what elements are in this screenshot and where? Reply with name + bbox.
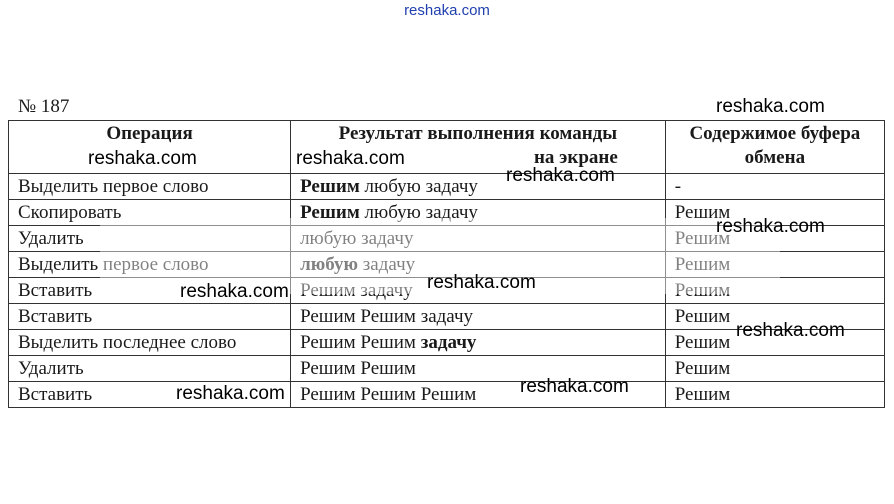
- watermark: reshaka.com: [176, 383, 285, 404]
- cell-operation: Скопировать: [9, 200, 291, 226]
- cell-result: Решим любую задачу: [291, 174, 666, 200]
- cell-result: любую задачу: [291, 226, 666, 252]
- cell-result: любую задачу: [291, 252, 666, 278]
- table-row: [9, 382, 885, 408]
- cell-result: Решим задачу: [291, 278, 666, 304]
- cell-operation: Выделить первое слово: [9, 174, 291, 200]
- header-result: Результат выполнения команды на экране: [291, 121, 666, 174]
- cell-operation: Удалить: [9, 356, 291, 382]
- cell-operation: Выделить первое слово: [9, 252, 291, 278]
- header-clipboard: Содержимое буфера обмена: [665, 121, 884, 174]
- cell-clipboard: Решим: [665, 382, 884, 408]
- table-row: [9, 356, 885, 382]
- watermark: reshaka.com: [180, 281, 289, 302]
- watermark: reshaka.com: [736, 320, 845, 341]
- cell-result: Решим любую задачу: [291, 200, 666, 226]
- cell-clipboard: Решим: [665, 330, 884, 356]
- cell-operation: Выделить последнее слово: [9, 330, 291, 356]
- watermark: reshaka.com: [520, 376, 629, 397]
- watermark: reshaka.com: [716, 216, 825, 237]
- cell-result: Решим Решим задачу: [291, 330, 666, 356]
- watermark: reshaka.com: [427, 272, 536, 293]
- cell-clipboard: Решим: [665, 304, 884, 330]
- watermark: reshaka.com: [506, 165, 615, 186]
- cell-result: Решим Решим: [291, 356, 666, 382]
- watermark: reshaka.com: [88, 148, 197, 169]
- cell-clipboard: Решим: [665, 356, 884, 382]
- table-row: [9, 174, 885, 200]
- cell-operation: Вставить: [9, 304, 291, 330]
- cell-operation: Вставить: [9, 382, 291, 408]
- watermark: reshaka.com: [716, 96, 825, 117]
- cell-clipboard: Решим: [665, 226, 884, 252]
- watermark: reshaka.com: [296, 148, 405, 169]
- cell-operation: Вставить: [9, 278, 291, 304]
- cell-clipboard: Решим: [665, 200, 884, 226]
- cell-operation: Удалить: [9, 226, 291, 252]
- cell-clipboard: Решим: [665, 278, 884, 304]
- cell-result: Решим Решим Решим: [291, 382, 666, 408]
- top-site-link[interactable]: reshaka.com: [404, 2, 490, 19]
- task-number: № 187: [18, 96, 70, 117]
- cell-result: Решим Решим задачу: [291, 304, 666, 330]
- cell-clipboard: -: [665, 174, 884, 200]
- header-operation: Операция: [9, 121, 291, 174]
- cell-clipboard: Решим: [665, 252, 884, 278]
